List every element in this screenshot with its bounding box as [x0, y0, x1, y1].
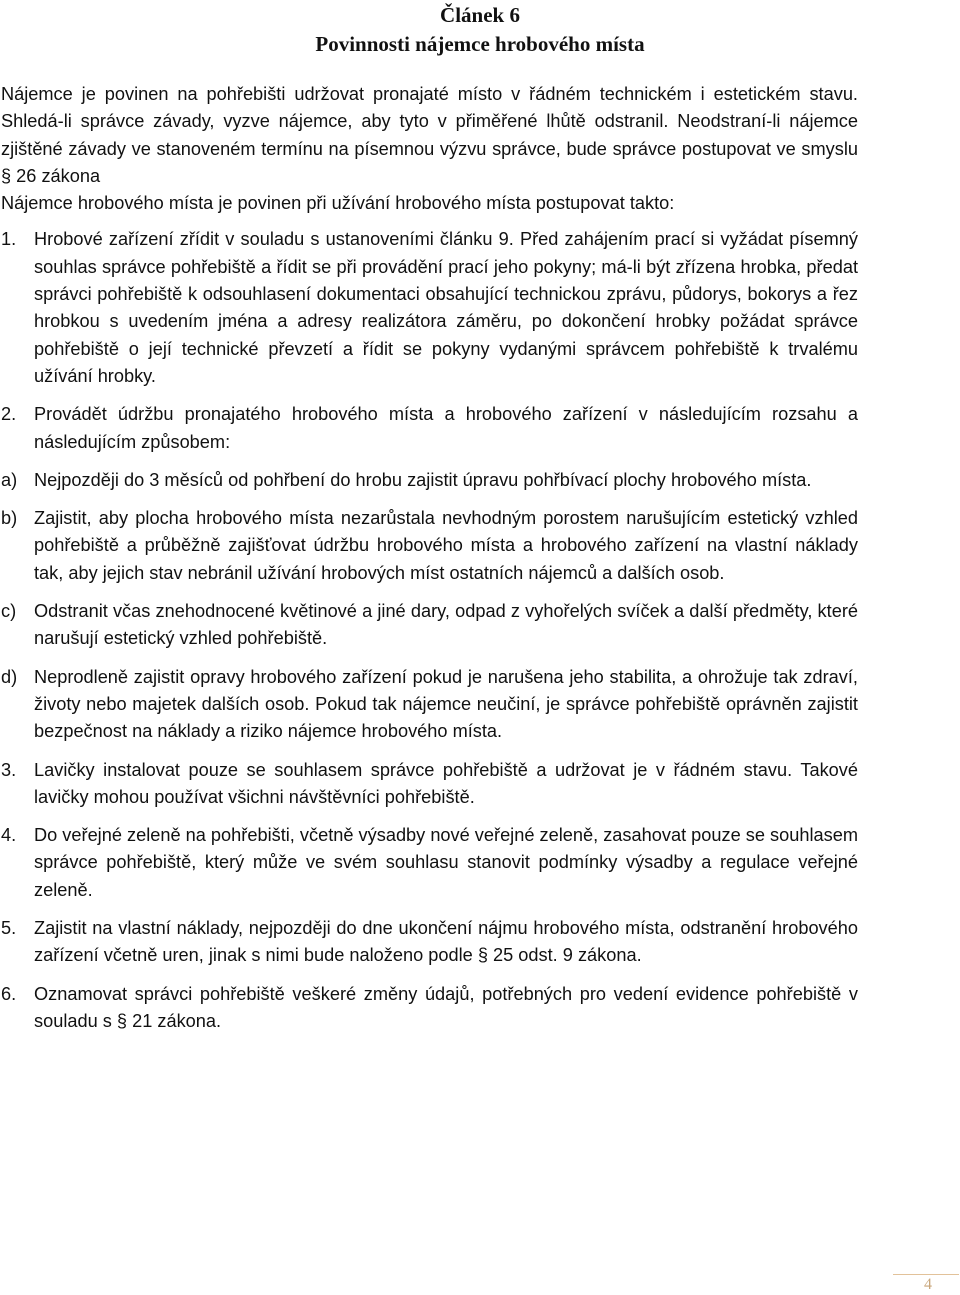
- list-item: [1, 981, 858, 1036]
- list-item-text: Zajistit na vlastní náklady, nejpozději do dne ukončení nájmu hrobového místa, odstranění hrobového zařízení včetně uren, jinak s nimi bude naloženo podle § 25 odst. 9 zákona.: [34, 918, 858, 966]
- list-item: [1, 401, 858, 456]
- list-item-text: Neprodleně zajistit opravy hrobového zařízení pokud je narušena jeho stabilita, a ohrožuje tak zdraví, životy nebo majetek dalších osob. Pokud tak nájemce neučiní, je správce pohřebiště oprávněn zajistit bezpečnost na náklady a riziko nájemce hrobového místa.: [34, 666, 858, 742]
- list-marker: b): [1, 508, 18, 529]
- article-number: Článek 6: [440, 3, 520, 27]
- list-marker: d): [1, 666, 18, 687]
- list-marker: a): [1, 469, 18, 490]
- list-marker: 6.: [1, 983, 17, 1004]
- list-item-text: Oznamovat správci pohřebiště veškeré změny údajů, potřebných pro vedení evidence pohřebiště v souladu s § 21 zákona.: [34, 983, 858, 1031]
- list-marker: 2.: [1, 404, 17, 425]
- intro-paragraph: Nájemce je povinen na pohřebišti udržovat pronajaté místo v řádném technickém i estetickém stavu. Shledá-li správce závady, vyzve nájemce, aby tyto v přiměřené lhůtě odstranil. Neodstraní-li nájemce zjištěné závady ve stanoveném termínu na písemnou výzvu správce, bude správce postupovat ve smyslu § 26 zákona: [1, 84, 858, 186]
- article-heading: [0, 0, 960, 58]
- article-body: [1, 81, 858, 1035]
- intro-lead-in: Nájemce hrobového místa je povinen při užívání hrobového místa postupovat takto:: [1, 193, 675, 214]
- list-item: [1, 664, 858, 746]
- article-title: Povinnosti nájemce hrobového místa: [315, 32, 645, 56]
- list-item-text: Provádět údržbu pronajatého hrobového místa a hrobového zařízení v následujícím rozsahu a následujícím způsobem:: [34, 404, 858, 452]
- list-marker: 4.: [1, 825, 17, 846]
- list-item-text: Lavičky instalovat pouze se souhlasem správce pohřebiště a udržovat je v řádném stavu. Takové lavičky mohou používat všichni návštěvníci pohřebiště.: [34, 759, 858, 807]
- page-number: 4: [924, 1276, 932, 1293]
- list-item-text: Zajistit, aby plocha hrobového místa nezarůstala nevhodným porostem narušujícím estetický vzhled pohřebiště a průběžně zajišťovat údržbu hrobového místa a hrobového zařízení na vlastní náklady tak, aby jejich stav nebránil užívání hrobových míst ostatních nájemců a dalších osob.: [34, 508, 858, 583]
- list-item: [1, 822, 858, 904]
- list-item-text: Nejpozději do 3 měsíců od pohřbení do hrobu zajistit úpravu pohřbívací plochy hrobového místa.: [34, 469, 812, 490]
- list-item-text: Do veřejné zeleně na pohřebišti, včetně výsadby nové veřejné zeleně, zasahovat pouze se souhlasem správce pohřebiště, který může ve svém souhlasu stanovit podmínky výsadby a regulace veřejné zeleně.: [34, 825, 858, 900]
- list-item: [1, 226, 858, 390]
- list-marker: 5.: [1, 918, 17, 939]
- list-marker: c): [1, 601, 17, 622]
- list-item: [1, 467, 858, 494]
- list-item: [1, 915, 858, 970]
- list-item-text: Hrobové zařízení zřídit v souladu s ustanoveními článku 9. Před zahájením prací si vyžádat písemný souhlas správce pohřebiště a řídit se při provádění prací jeho pokyny; má-li být zřízena hrobka, předat správci pohřebiště k odsouhlasení dokumentaci obsahující technickou zprávu, půdorys, bokorys a řez hrobkou s uvedením jména a adresy realizátora záměru, po dokončení hrobky požádat správce pohřebiště o její technické převzetí a řídit se pokyny vydanými správcem pohřebiště k trvalému užívání hrobky.: [34, 229, 858, 386]
- list-item-text: Odstranit včas znehodnocené květinové a jiné dary, odpad z vyhořelých svíček a další předměty, které narušují estetický vzhled pohřebiště.: [34, 601, 858, 649]
- footer-divider: [893, 1274, 959, 1275]
- list-item: [1, 598, 858, 653]
- list-marker: 3.: [1, 759, 17, 780]
- list-marker: 1.: [1, 229, 17, 250]
- list-item: [1, 505, 858, 587]
- list-item: [1, 757, 858, 812]
